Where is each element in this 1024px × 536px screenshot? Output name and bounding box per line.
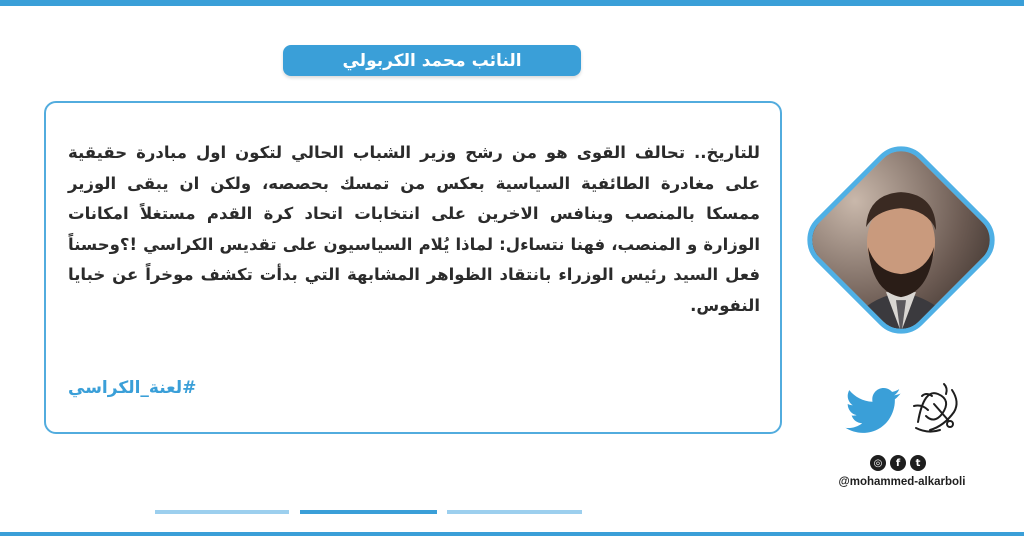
portrait-image — [795, 134, 1007, 346]
instagram-icon[interactable]: ◎ — [870, 455, 886, 471]
social-icons — [858, 455, 938, 473]
profile-portrait — [795, 134, 1007, 346]
facebook-icon[interactable]: f — [890, 455, 906, 471]
footer-divider-right — [447, 510, 582, 514]
footer-divider-center — [300, 510, 437, 514]
post-text: للتاريخ.. تحالف القوى هو من رشح وزير الشباب الحالي لتكون اول مبادرة حقيقية على مغادرة الطائفية السياسية بعكس من تمسك بحصصه، ولكن ان يبقى الوزير ممسكا بالمنصب وينافس الاخرين على انتخابات اتحاد كرة القدم مستغلاً امكانات الوزارة و المنصب، فهنا نتساءل: لماذا يُلام السياسيون على تقديس الكراسي !؟وحسناً فعل السيد رئيس الوزراء بانتقاد الظواهر المشابهة التي بدأت تكشف موخراً عن خبايا النفوس. — [68, 143, 760, 315]
twitter-small-icon[interactable]: t — [910, 455, 926, 471]
calligraphy-signature-logo — [904, 376, 968, 438]
bottom-accent-stripe — [0, 532, 1024, 536]
page-title — [283, 45, 581, 76]
footer-divider-left — [155, 510, 289, 514]
twitter-bird-icon[interactable] — [845, 388, 901, 434]
page-title-text: النائب محمد الكربولي — [342, 50, 522, 71]
social-handle[interactable]: @mohammed-alkarboli — [838, 476, 966, 488]
top-accent-stripe — [0, 0, 1024, 6]
hashtag-link[interactable]: #لعنة_الكراسي — [68, 378, 197, 398]
